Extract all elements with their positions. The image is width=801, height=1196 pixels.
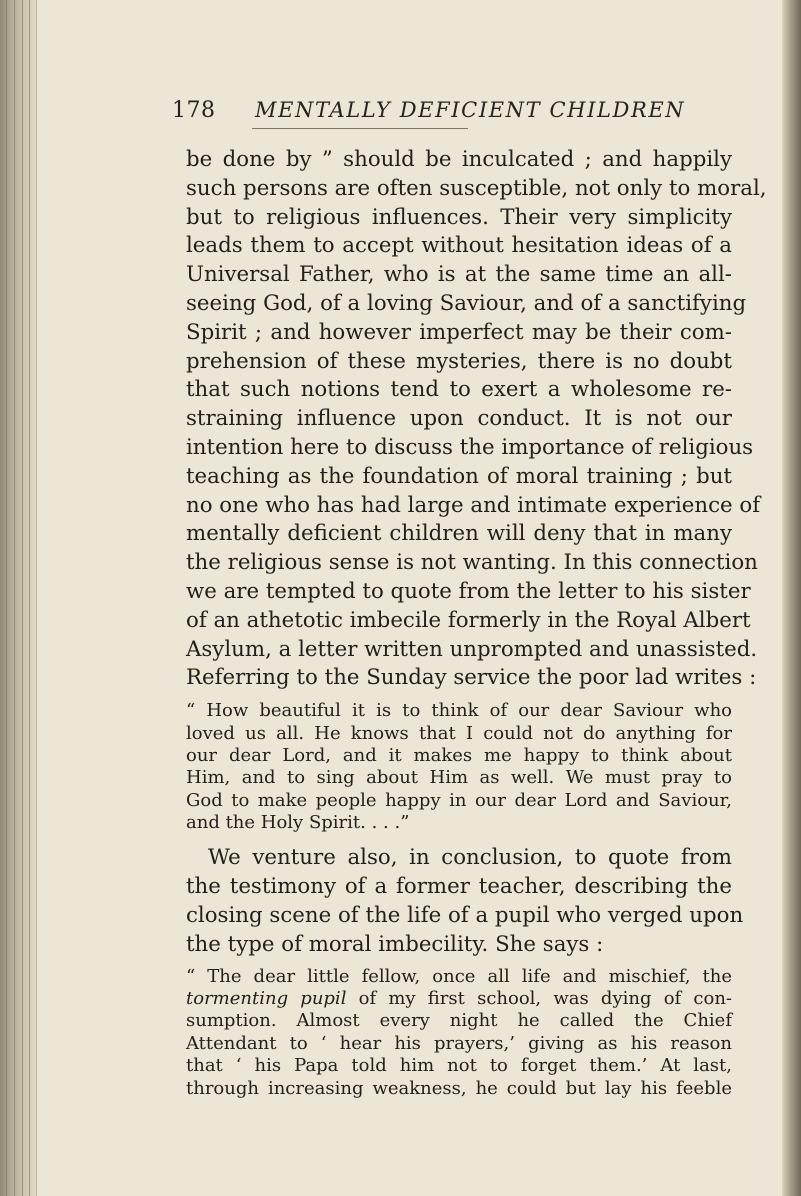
text-line: we are tempted to quote from the letter to his sister (186, 578, 751, 604)
text-line: of an athetotic imbecile formerly in the Royal Albert (186, 607, 751, 633)
text-line: closing scene of the life of a pupil who verged upon (186, 903, 744, 929)
quote-line: Attendant to ‘ hear his prayers,’ giving as his reason (186, 1032, 732, 1054)
block-quote-teacher (186, 966, 732, 1100)
binding-seam (6, 0, 7, 1196)
text-line: the testimony of a former teacher, describing the (186, 874, 732, 900)
binding-seam (22, 0, 23, 1196)
text-line: straining influence upon conduct. It is not our (186, 406, 732, 432)
page-fore-edge (782, 0, 801, 1196)
text-line: prehension of these mysteries, there is no doubt (186, 348, 732, 374)
block-quote-letter (186, 700, 732, 834)
quote-line: God to make people happy in our dear Lord and Saviour, (186, 789, 732, 811)
text-line: Asylum, a letter written unprompted and unassisted. (186, 636, 758, 662)
quote-line: and the Holy Spirit. . . .” (186, 812, 410, 834)
binding-seam (29, 0, 30, 1196)
text-line: be done by ” should be inculcated ; and happily (186, 147, 732, 172)
running-title: MENTALLY DEFICIENT CHILDREN (255, 98, 686, 122)
quote-line-rest: of my first school, was dying of con- (346, 988, 732, 1010)
quote-line: Him, and to sing about Him as well. We must pray to (186, 767, 732, 789)
text-line: Spirit ; and however imperfect may be their com- (186, 319, 732, 345)
book-binding-edge (0, 0, 36, 1196)
quote-line (186, 988, 732, 1010)
text-line: We venture also, in conclusion, to quote from (208, 845, 732, 871)
body-text (186, 146, 767, 1100)
text-line: that such notions tend to exert a wholesome re- (186, 377, 732, 403)
text-line: leads them to accept without hesitation ideas of a (186, 233, 732, 259)
text-line: such persons are often susceptible, not only to moral, (186, 175, 767, 201)
quote-line: through increasing weakness, he could but lay his feeble (186, 1077, 732, 1099)
quote-line: that ‘ his Papa told him not to forget them.’ At last, (186, 1055, 732, 1077)
text-line: the type of moral imbecility. She says : (186, 931, 604, 957)
text-line: but to religious influences. Their very simplicity (186, 204, 732, 230)
page-number: 178 (172, 98, 216, 123)
italic-emphasis: tormenting pupil (186, 988, 347, 1010)
header-rule (252, 128, 468, 129)
quote-line: sumption. Almost every night he called the Chief (186, 1010, 732, 1032)
text-line: teaching as the foundation of moral training ; but (186, 463, 732, 489)
binding-seam (14, 0, 15, 1196)
quote-line: “ How beautiful it is to think of our dear Saviour who (186, 700, 732, 722)
text-line: intention here to discuss the importance of religious (186, 434, 754, 460)
quote-line: “ The dear little fellow, once all life and mischief, the (186, 965, 732, 987)
paragraph-2 (186, 844, 744, 959)
text-line: mentally deficient children will deny that in many (186, 521, 732, 547)
running-head (172, 98, 732, 128)
text-line: no one who has had large and intimate experience of (186, 492, 761, 518)
paragraph-1 (186, 146, 767, 693)
quote-line: loved us all. He knows that I could not do anything for (186, 722, 732, 744)
text-line: Universal Father, who is at the same time an all- (186, 262, 732, 288)
text-line: the religious sense is not wanting. In this connection (186, 550, 758, 576)
text-line: Referring to the Sunday service the poor lad writes : (186, 665, 757, 691)
text-line: seeing God, of a loving Saviour, and of a sanctifying (186, 290, 747, 316)
quote-line: our dear Lord, and it makes me happy to think about (186, 744, 732, 766)
